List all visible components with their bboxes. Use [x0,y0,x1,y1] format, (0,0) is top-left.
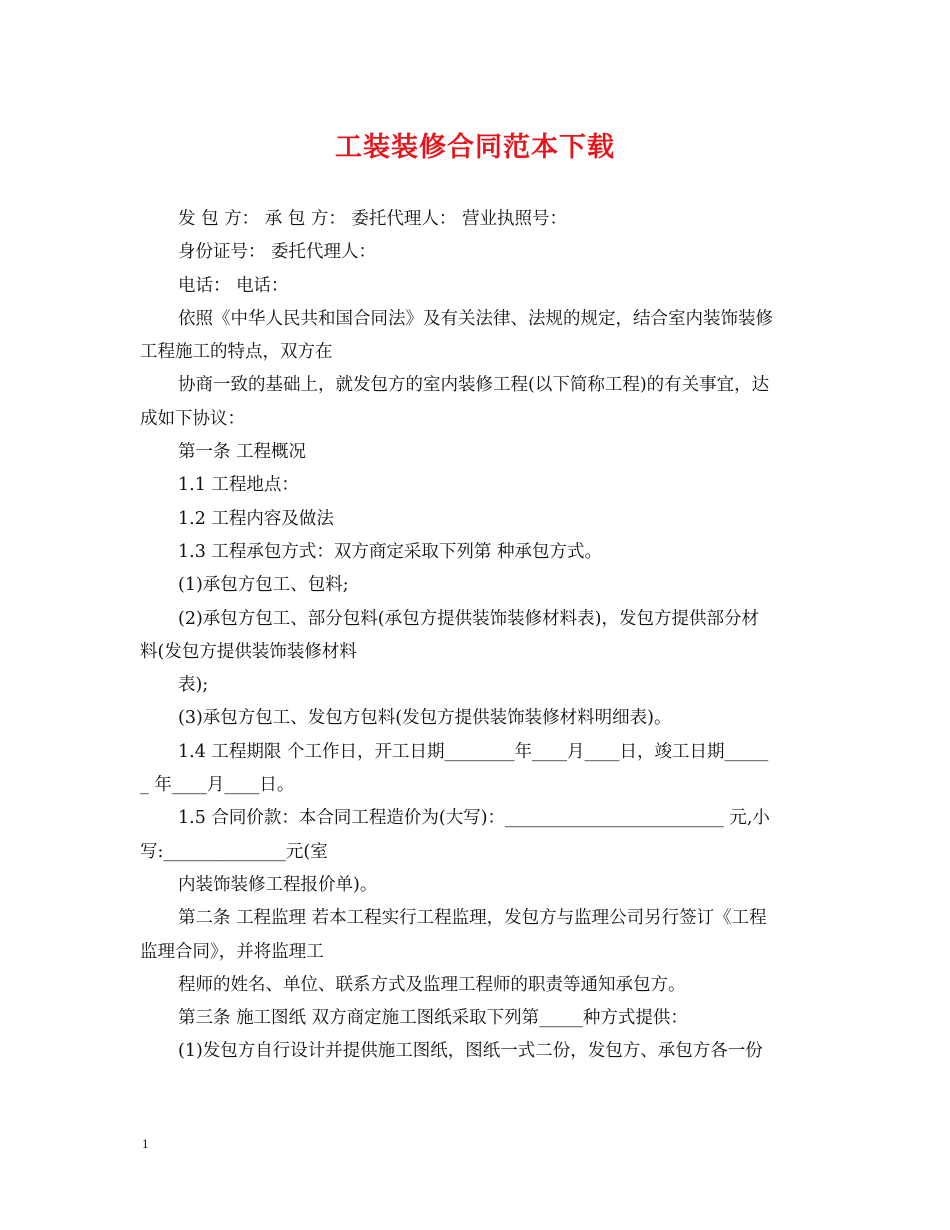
paragraph-line: (1)发包方自行设计并提供施工图纸，图纸一式二份，发包方、承包方各一份 [178,1041,763,1062]
paragraph-line: 1.4 工程期限 个工作日，开工日期________年____月____日，竣工日期_____ [178,741,769,762]
paragraph-line: 身份证号： 委托代理人： [178,242,377,263]
document-body [140,203,812,1069]
paragraph-line: 发 包 方： 承 包 方： 委托代理人： 营业执照号： [178,209,567,229]
paragraph-line: 第二条 工程监理 若本工程实行工程监理，发包方与监理公司另行签订《工程 [178,908,767,929]
paragraph-line: 第一条 工程概况 [178,442,307,463]
paragraph-line: 料(发包方提供装饰装修材料 [140,641,357,662]
paragraph-line: 表); [178,675,209,696]
paragraph-line: 电话： 电话： [178,275,289,296]
page-number: 1 [142,1136,149,1151]
paragraph-line: 协商一致的基础上，就发包方的室内装修工程(以下简称工程)的有关事宜，达 [178,375,770,396]
paragraph-line: 工程施工的特点，双方在 [140,342,333,363]
paragraph-line: 1.5 合同价款：本合同工程造价为(大写)：_________________________ 元,小 [178,808,770,829]
paragraph-line: 内装饰装修工程报价单)。 [178,874,378,895]
paragraph-line: (1)承包方包工、包料; [178,575,349,596]
paragraph-line: 1.3 工程承包方式：双方商定采取下列第 种承包方式。 [178,541,602,562]
paragraph-line: _ 年____月____日。 [140,775,295,796]
paragraph-line: 1.1 工程地点： [178,475,299,496]
paragraph-line: 写:______________元(室 [140,841,328,862]
document-title: 工装装修合同范本下载 [335,132,615,163]
paragraph-line: (2)承包方包工、部分包料(承包方提供装饰装修材料表)，发包方提供部分材 [178,608,759,629]
paragraph-line: 1.2 工程内容及做法 [178,508,334,529]
paragraph-line: (3)承包方包工、发包方包料(发包方提供装饰装修材料明细表)。 [178,708,672,729]
paragraph-line: 依照《中华人民共和国合同法》及有关法律、法规的规定，结合室内装饰装修 [178,308,773,329]
paragraph-line: 监理合同》，并将监理工 [140,941,324,962]
paragraph-line: 成如下协议： [140,408,245,429]
paragraph-line: 程师的姓名、单位、联系方式及监理工程师的职责等通知承包方。 [178,974,686,995]
paragraph-line: 第三条 施工图纸 双方商定施工图纸采取下列第_____种方式提供： [178,1008,688,1029]
